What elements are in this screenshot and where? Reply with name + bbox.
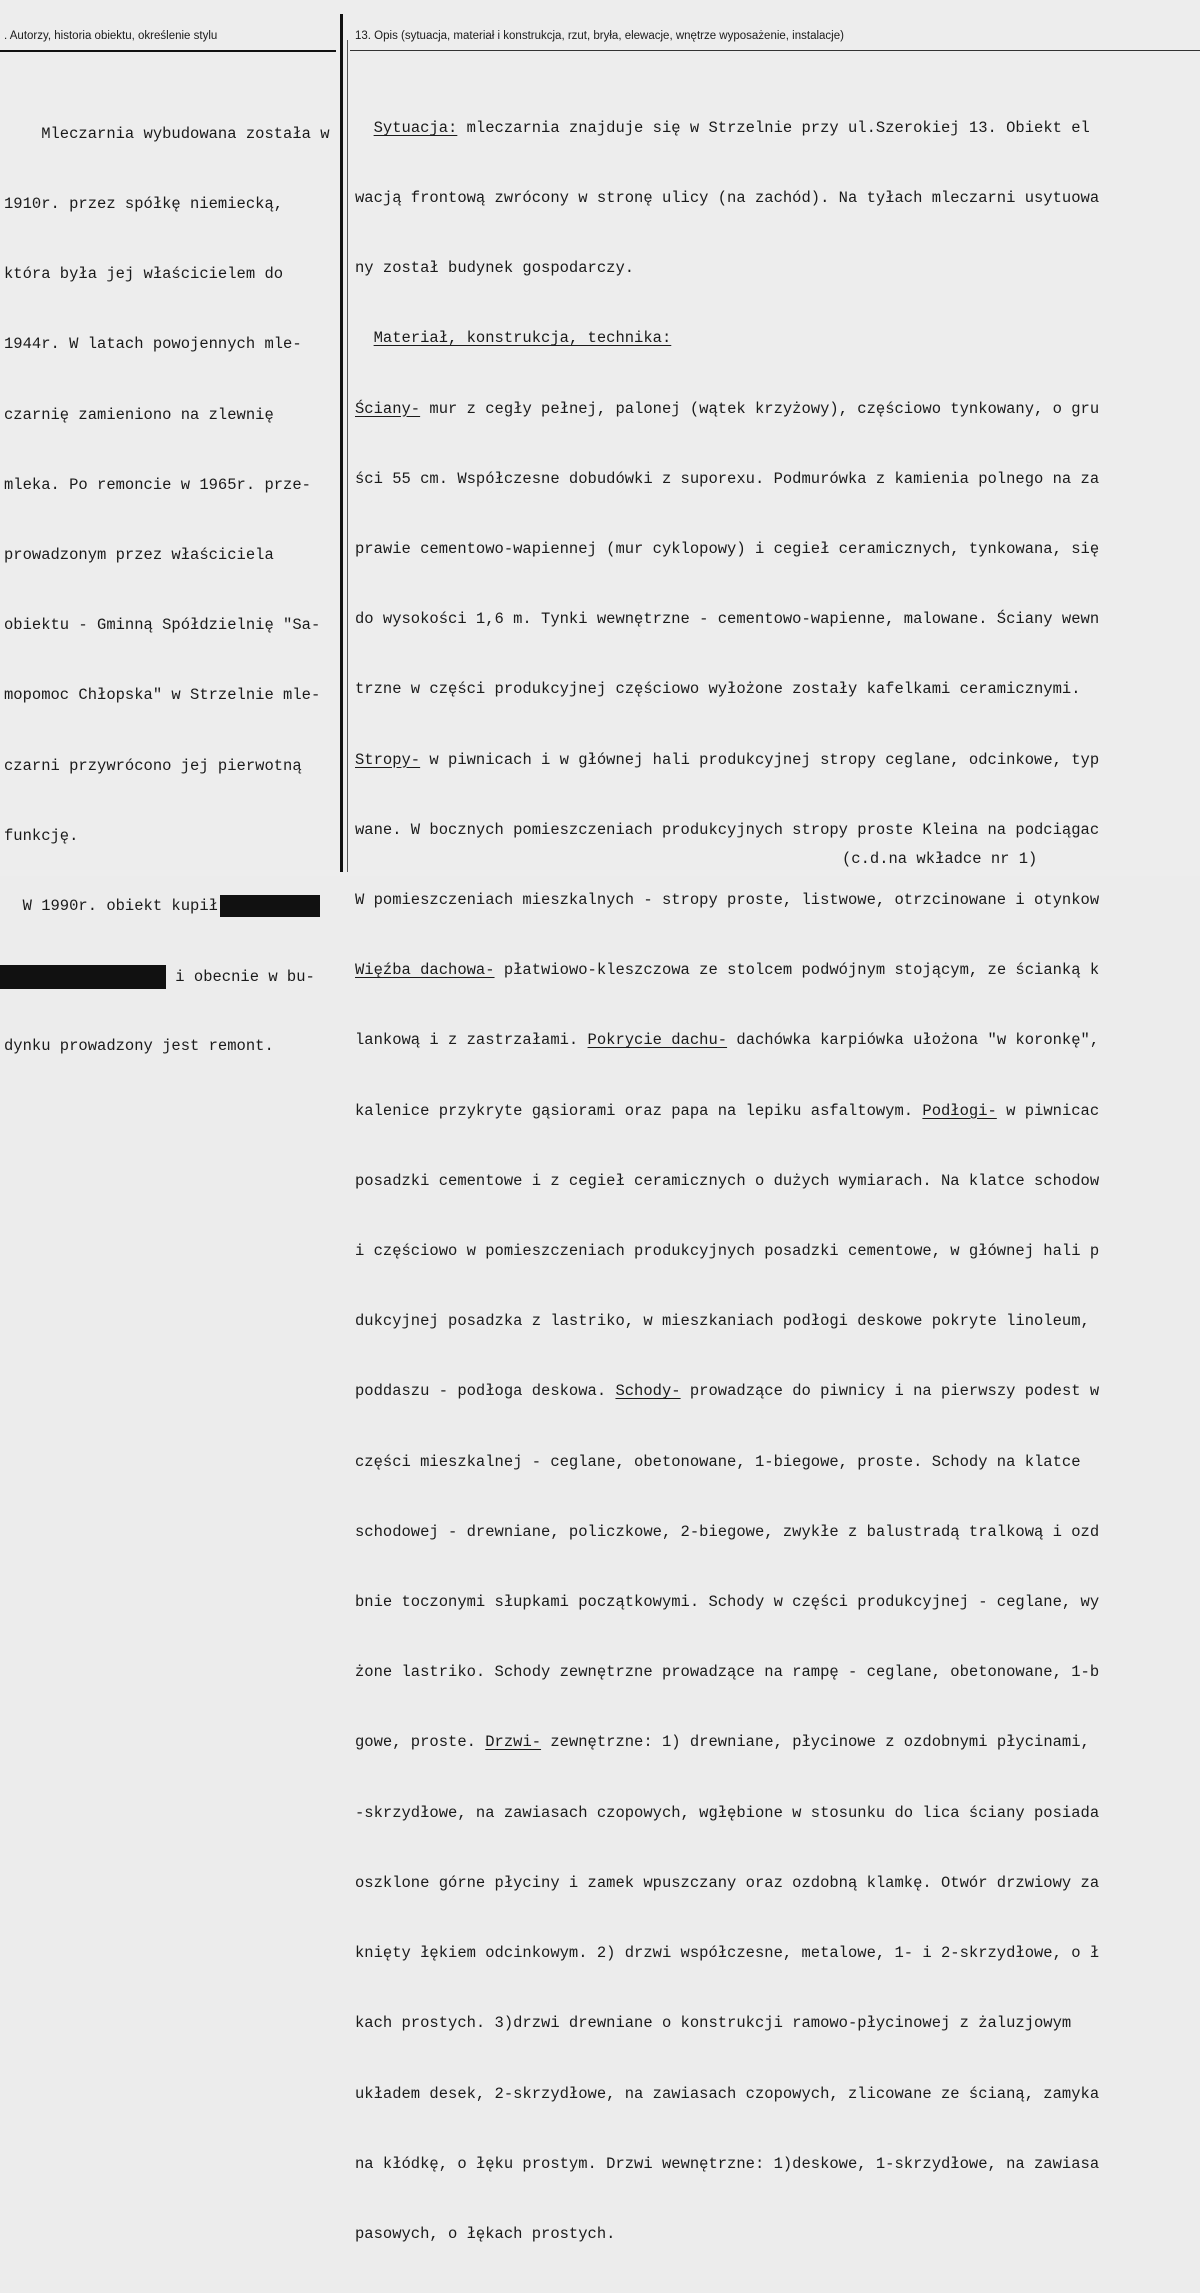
sciany-text: mur z cegły pełnej, palonej (wątek krzyżowy), częściowo tynkowany, o gru bbox=[420, 399, 1100, 418]
description-line: bnie toczonymi słupkami początkowymi. Schody w części produkcyjnej - ceglane, wy bbox=[355, 1593, 1100, 1612]
wiezba-label: Więźba dachowa- bbox=[355, 961, 495, 980]
drzwi-line bbox=[355, 1731, 1200, 1754]
kalenice-text: kalenice przykryte gąsiorami oraz papa na lepiku asfaltowym. bbox=[355, 1101, 923, 1120]
history-line: Mleczarnia wybudowana została w bbox=[4, 124, 330, 143]
purchase-text: W 1990r. obiekt kupił bbox=[4, 897, 218, 916]
description-text bbox=[355, 70, 1200, 2293]
stropy-line bbox=[355, 749, 1200, 772]
history-text bbox=[4, 76, 340, 1106]
sytuacja-text: mleczarnia znajduje się w Strzelnie przy ul.Szerokiej 13. Obiekt el bbox=[457, 118, 1090, 137]
history-line: dynku prowadzony jest remont. bbox=[4, 1037, 274, 1056]
history-line: obiektu - Gminną Spółdzielnię "Sa- bbox=[4, 616, 321, 635]
drzwi-text: zewnętrzne: 1) drewniane, płycinowe z ozdobnymi płycinami, bbox=[541, 1733, 1090, 1752]
wiezba-text: płatwiowo-kleszczowa ze stolcem podwójnym stojącym, ze ścianką k bbox=[494, 961, 1100, 980]
poddasze-text: poddaszu - podłoga deskowa. bbox=[355, 1382, 616, 1401]
column-divider bbox=[340, 14, 343, 872]
history-line: czarni przywrócono jej pierwotną bbox=[4, 756, 302, 775]
wiezba-line bbox=[355, 959, 1200, 982]
pokrycie-text: dachówka karpiówka ułożona "w koronkę", bbox=[727, 1031, 1100, 1050]
material-heading: Materiał, konstrukcja, technika: bbox=[373, 329, 672, 348]
redaction-block bbox=[220, 895, 320, 917]
podlogi-line bbox=[355, 1100, 1200, 1123]
schody-label: Schody- bbox=[615, 1382, 681, 1401]
description-line: wacją frontową zwrócony w stronę ulicy (na zachód). Na tyłach mleczarni usytuowa bbox=[355, 189, 1100, 208]
podlogi-text: w piwnicac bbox=[996, 1101, 1100, 1120]
history-line: mleka. Po remoncie w 1965r. prze- bbox=[4, 475, 311, 494]
description-line: pasowych, o łękach prostych. bbox=[355, 2224, 616, 2243]
description-line: oszklone górne płyciny i zamek wpuszczany oraz ozdobną klamkę. Otwór drzwiowy za bbox=[355, 1873, 1100, 1892]
section-header-authors-history: . Autorzy, historia obiektu, określenie stylu bbox=[4, 30, 218, 42]
pokrycie-label: Pokrycie dachu- bbox=[587, 1031, 728, 1050]
sciany-line bbox=[355, 398, 1200, 421]
description-line: wane. W bocznych pomieszczeniach produkcyjnych stropy proste Kleina na podciągac bbox=[355, 820, 1100, 839]
sytuacja-line bbox=[355, 117, 1200, 140]
description-line: prawie cementowo-wapiennej (mur cyklopowy) i cegieł ceramicznych, tynkowana, się bbox=[355, 540, 1100, 559]
sytuacja-label: Sytuacja: bbox=[373, 118, 458, 137]
description-line: -skrzydłowe, na zawiasach czopowych, wgłębione w stosunku do lica ściany posiada bbox=[355, 1803, 1100, 1822]
stropy-label: Stropy- bbox=[355, 750, 421, 769]
stropy-text: w piwnicach i w głównej hali produkcyjnej stropy ceglane, odcinkowe, typ bbox=[420, 750, 1100, 769]
remont-line bbox=[4, 965, 340, 988]
history-line: 1944r. W latach powojennych mle- bbox=[4, 335, 302, 354]
description-line: ści 55 cm. Współczesne dobudówki z suporexu. Podmurówka z kamienia polnego na za bbox=[355, 469, 1100, 488]
pokrycie-line bbox=[355, 1029, 1200, 1052]
header-rule-right bbox=[350, 50, 1200, 51]
description-line: układem desek, 2-skrzydłowe, na zawiasach czopowych, zlicowane ze ścianą, zamyka bbox=[355, 2084, 1100, 2103]
remont-text: i obecnie w bu- bbox=[166, 968, 315, 987]
purchase-line bbox=[4, 895, 340, 918]
description-line: dukcyjnej posadzka z lastriko, w mieszkaniach podłogi deskowe pokryte linoleum, bbox=[355, 1312, 1090, 1331]
section-header-description: 13. Opis (sytuacja, materiał i konstrukcja, rzut, bryła, elewacje, wnętrze wyposażenie, instalacje) bbox=[355, 30, 844, 42]
column-divider-thin bbox=[347, 40, 348, 872]
material-heading-line bbox=[355, 327, 1200, 350]
history-line: funkcję. bbox=[4, 826, 79, 845]
description-line: trzne w części produkcyjnej częściowo wyłożone zostały kafelkami ceramicznymi. bbox=[355, 680, 1081, 699]
podlogi-label: Podłogi- bbox=[922, 1101, 997, 1120]
sciany-label: Ściany- bbox=[355, 399, 421, 418]
description-line: posadzki cementowe i z cegieł ceramicznych o dużych wymiarach. Na klatce schodow bbox=[355, 1171, 1100, 1190]
history-line: prowadzonym przez właściciela bbox=[4, 546, 274, 565]
description-line: do wysokości 1,6 m. Tynki wewnętrzne - cementowo-wapienne, malowane. Ściany wewn bbox=[355, 610, 1100, 629]
history-line: która była jej właścicielem do bbox=[4, 265, 284, 284]
history-line: 1910r. przez spółkę niemiecką, bbox=[4, 195, 284, 214]
description-line: żone lastriko. Schody zewnętrzne prowadzące na rampę - ceglane, obetonowane, 1-b bbox=[355, 1663, 1100, 1682]
description-line: knięty łękiem odcinkowym. 2) drzwi współczesne, metalowe, 1- i 2-skrzydłowe, o ł bbox=[355, 1944, 1100, 1963]
redaction-block bbox=[0, 965, 166, 989]
history-line: czarnię zamieniono na zlewnię bbox=[4, 405, 274, 424]
description-line: na kłódkę, o łęku prostym. Drzwi wewnętrzne: 1)deskowe, 1-skrzydłowe, na zawiasa bbox=[355, 2154, 1100, 2173]
wiezba-text: lankową i z zastrzałami. bbox=[355, 1031, 588, 1050]
description-line: części mieszkalnej - ceglane, obetonowane, 1-biegowe, proste. Schody na klatce bbox=[355, 1452, 1081, 1471]
header-rule-left bbox=[0, 50, 336, 52]
description-line: kach prostych. 3)drzwi drewniane o konstrukcji ramowo-płycinowej z żaluzjowym bbox=[355, 2014, 1072, 2033]
gowe-text: gowe, proste. bbox=[355, 1733, 486, 1752]
description-line: ny został budynek gospodarczy. bbox=[355, 259, 635, 278]
description-line: schodowej - drewniane, policzkowe, 2-biegowe, zwykłe z balustradą tralkową i ozd bbox=[355, 1522, 1100, 1541]
schody-line bbox=[355, 1380, 1200, 1403]
schody-text: prowadzące do piwnicy i na pierwszy podest w bbox=[680, 1382, 1100, 1401]
drzwi-label: Drzwi- bbox=[485, 1733, 542, 1752]
history-line: mopomoc Chłopska" w Strzelnie mle- bbox=[4, 686, 321, 705]
description-line: W pomieszczeniach mieszkalnych - stropy proste, listwowe, otrzcinowane i otynkow bbox=[355, 891, 1100, 910]
continuation-note: (c.d.na wkładce nr 1) bbox=[842, 850, 1038, 868]
description-line: i częściowo w pomieszczeniach produkcyjnych posadzki cementowe, w głównej hali p bbox=[355, 1242, 1100, 1261]
